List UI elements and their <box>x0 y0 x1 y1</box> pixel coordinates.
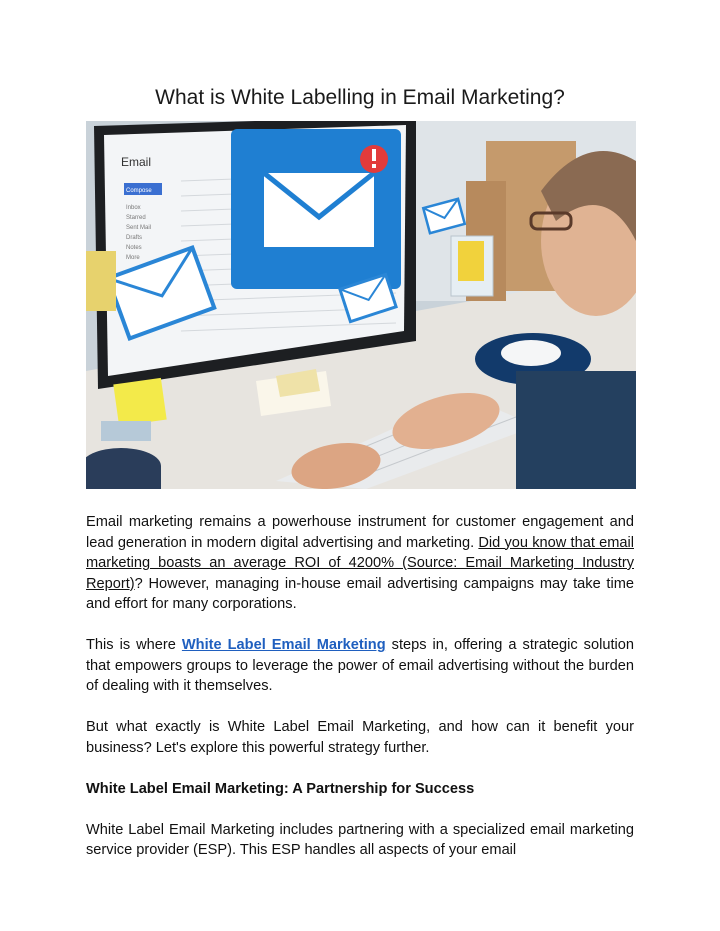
alert-icon <box>360 145 388 173</box>
paragraph-4: White Label Email Marketing includes partnering with a specialized email marketing service provider (ESP). This ESP handles all aspects of your email <box>86 821 634 858</box>
mouse <box>501 340 561 366</box>
article-body <box>86 512 634 861</box>
svg-text:Notes: Notes <box>126 245 142 251</box>
section-heading: White Label Email Marketing: A Partnership for Success <box>86 780 475 797</box>
svg-text:Drafts: Drafts <box>126 235 143 241</box>
white-label-email-marketing-link[interactable]: White Label Email Marketing <box>181 637 386 653</box>
page-title: What is White Labelling in Email Marketing? <box>155 86 565 109</box>
paragraph-2: This is where White Label Email Marketing steps in, offering a strategic solution that empowers groups to leverage the power of email advertising without the burden of dealing with it themselves. <box>86 637 634 694</box>
email-envelope-icon <box>264 173 374 247</box>
roi-stat-link[interactable]: Did you know that email marketing boasts an average ROI of 4200% (Source: Email Marketing Industry Report) <box>86 534 634 592</box>
hero-image <box>86 121 636 489</box>
svg-text:More: More <box>126 255 140 261</box>
svg-text:Inbox: Inbox <box>126 205 141 211</box>
svg-text:Compose: Compose <box>126 188 152 194</box>
hero-illustration <box>86 121 636 489</box>
paragraph-1: Email marketing remains a powerhouse instrument for customer engagement and lead generation in modern digital advertising and marketing. Did you know that email marketing boasts an average ROI of 4200% (Source: Email Marketing Industry Report)? However, managing in-house email advertising campaigns may take time and effort for many corporations. <box>86 514 634 612</box>
paragraph-3: But what exactly is White Label Email Marketing, and how can it benefit your business? Let's explore this powerful strategy further. <box>86 719 634 756</box>
svg-text:Starred: Starred <box>126 215 146 221</box>
svg-text:Sent Mail: Sent Mail <box>126 225 152 231</box>
screen-heading: Email <box>121 155 152 169</box>
